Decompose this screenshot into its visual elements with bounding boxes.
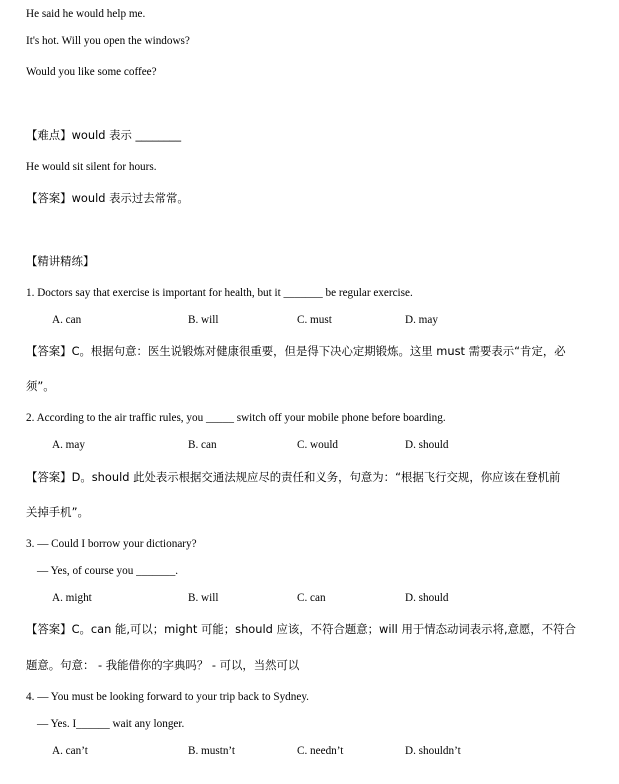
question-2-stem: 2. According to the air traffic rules, you _____ switch off your mobile phone before boarding. xyxy=(26,412,446,424)
question-4-option-d: D. shouldn’t xyxy=(405,745,461,757)
question-3-answer: 【答案】C。can 能,可以；might 可能；should 应该，不符合题意；will 用于情态动词表示将,意愿，不符合 xyxy=(26,622,576,636)
question-1-answer-cont: 须”。 xyxy=(26,379,55,393)
question-4-option-a: A. can’t xyxy=(52,745,88,757)
question-1-stem: 1. Doctors say that exercise is important for health, but it _______ be regular exercise. xyxy=(26,287,413,299)
question-1-answer: 【答案】C。根据句意：医生说锻炼对健康很重要，但是得下决心定期锻炼。这里 must 需要表示“肯定，必 xyxy=(26,344,566,358)
question-2-answer-cont: 关掉手机”。 xyxy=(26,505,89,519)
example-sentence-2: It's hot. Will you open the windows? xyxy=(26,35,190,47)
difficulty-heading: 【难点】would 表示 ________ xyxy=(26,128,182,142)
question-3-answer-cont: 题意。句意： - 我能借你的字典吗？ - 可以，当然可以 xyxy=(26,658,300,672)
question-2-answer: 【答案】D。should 此处表示根据交通法规应尽的责任和义务，句意为：“根据飞行交规，你应该在登机前 xyxy=(26,470,561,484)
question-3-option-d: D. should xyxy=(405,592,449,604)
example-sentence-4: He would sit silent for hours. xyxy=(26,161,157,173)
question-2-option-a: A. may xyxy=(52,439,85,451)
question-3-option-b: B. will xyxy=(188,592,219,604)
question-3-stem: 3. — Could I borrow your dictionary? xyxy=(26,538,197,550)
question-2-option-d: D. should xyxy=(405,439,449,451)
question-3-option-c: C. can xyxy=(297,592,326,604)
question-2-option-b: B. can xyxy=(188,439,217,451)
question-1-option-c: C. must xyxy=(297,314,332,326)
question-2-option-c: C. would xyxy=(297,439,339,451)
question-1-option-b: B. will xyxy=(188,314,219,326)
question-4-stem: 4. — You must be looking forward to your trip back to Sydney. xyxy=(26,691,309,703)
question-4-option-b: B. mustn’t xyxy=(188,745,236,757)
question-1-option-a: A. can xyxy=(52,314,82,326)
example-sentence-3: Would you like some coffee? xyxy=(26,66,157,78)
question-3-reply: — Yes, of course you _______. xyxy=(37,565,179,577)
question-4-reply: — Yes. I______ wait any longer. xyxy=(37,718,185,730)
section-heading: 【精讲精练】 xyxy=(26,254,95,268)
answer-line: 【答案】would 表示过去常常。 xyxy=(26,191,189,205)
question-3-option-a: A. might xyxy=(52,592,92,604)
question-4-option-c: C. needn’t xyxy=(297,745,344,757)
example-sentence-1: He said he would help me. xyxy=(26,8,146,20)
question-1-option-d: D. may xyxy=(405,314,438,326)
